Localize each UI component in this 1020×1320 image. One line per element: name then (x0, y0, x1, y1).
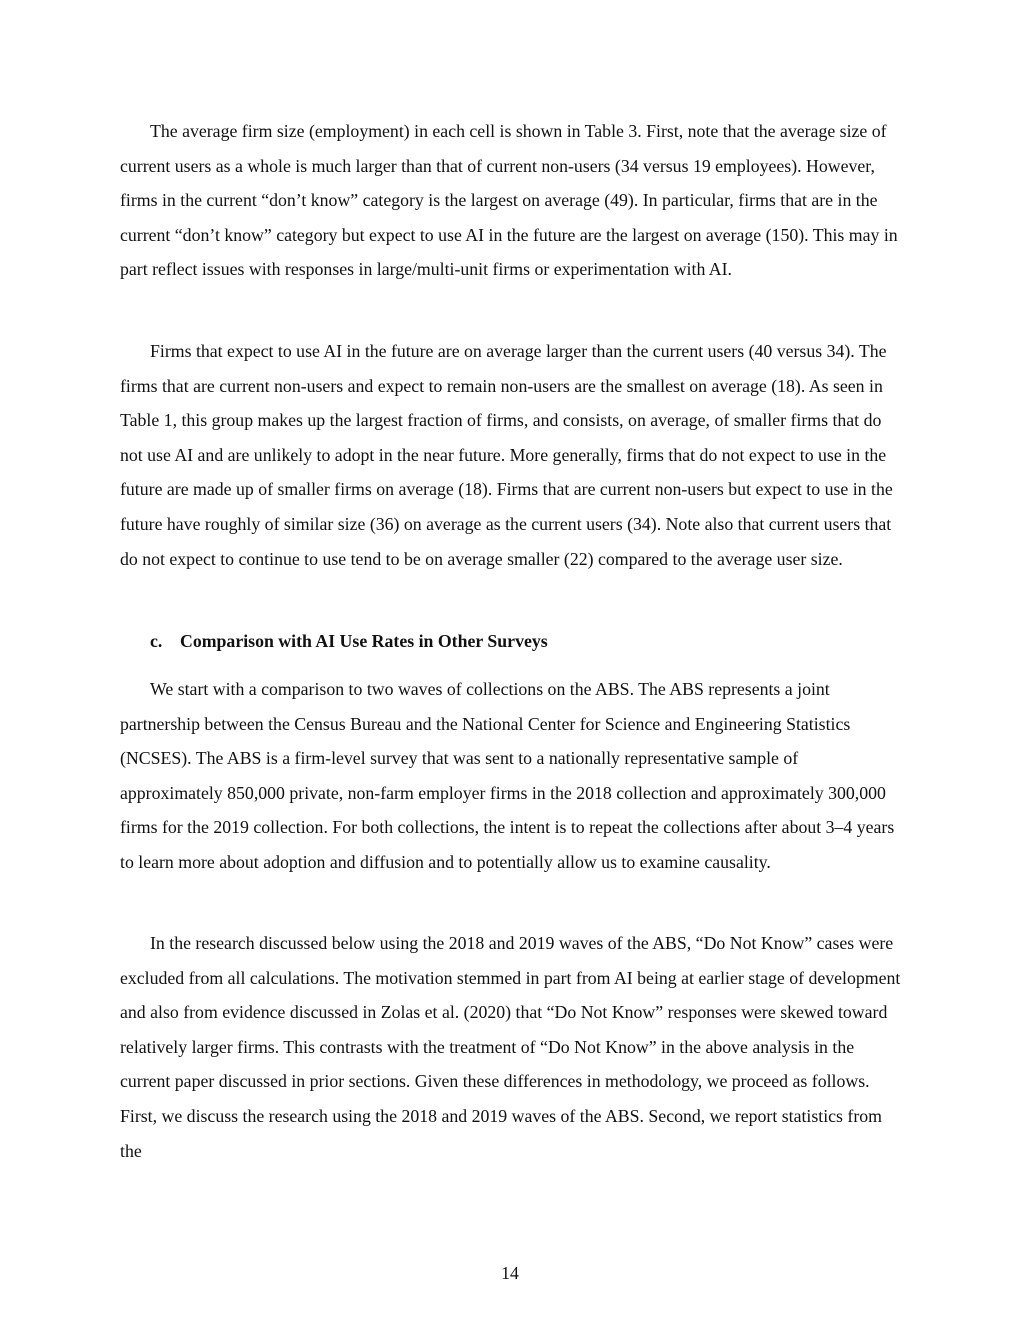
section-heading-title: Comparison with AI Use Rates in Other Surveys (180, 631, 548, 651)
section-heading-label: c. (150, 631, 163, 651)
body-paragraph-firm-size: The average firm size (employment) in each cell is shown in Table 3. First, note that the average size of current users as a whole is much larger than that of current non-users (34 versus 19 employees). However, firms in the current “don’t know” category is the largest on average (49). In particular, firms that are in the current “don’t know” category but expect to use AI in the future are the largest on average (150). This may in part reflect issues with responses in large/multi-unit firms or experimentation with AI. (120, 121, 898, 280)
section-heading (150, 624, 548, 659)
body-paragraph-abs-comparison: We start with a comparison to two waves of collections on the ABS. The ABS represents a joint partnership between the Census Bureau and the National Center for Science and Engineering Statistics (NCSES). The ABS is a firm-level survey that was sent to a nationally representative sample of approximately 850,000 private, non-farm employer firms in the 2018 collection and approximately 300,000 firms for the 2019 collection. For both collections, the intent is to repeat the collections after about 3–4 years to learn more about adoption and diffusion and to potentially allow us to examine causality. (120, 679, 895, 872)
body-paragraph-future-users: Firms that expect to use AI in the future are on average larger than the current users (40 versus 34). The firms that are current non-users and expect to remain non-users are the smallest on average (18). As seen in Table 1, this group makes up the largest fraction of firms, and consists, on average, of smaller firms that do not use AI and are unlikely to adopt in the near future. More generally, firms that do not expect to use in the future are made up of smaller firms on average (18). Firms that are current non-users but expect to use in the future have roughly of similar size (36) on average as the current users (34). Note also that current users that do not expect to continue to use tend to be on average smaller (22) compared to the average user size. (120, 341, 893, 569)
body-paragraph-do-not-know: In the research discussed below using the 2018 and 2019 waves of the ABS, “Do Not Know” cases were excluded from all calculations. The motivation stemmed in part from AI being at earlier stage of development and also from evidence discussed in Zolas et al. (2020) that “Do Not Know” responses were skewed toward relatively larger firms. This contrasts with the treatment of “Do Not Know” in the above analysis in the current paper discussed in prior sections. Given these differences in methodology, we proceed as follows. First, we discuss the research using the 2018 and 2019 waves of the ABS. Second, we report statistics from the (120, 933, 901, 1161)
page-number: 14 (501, 1263, 519, 1283)
